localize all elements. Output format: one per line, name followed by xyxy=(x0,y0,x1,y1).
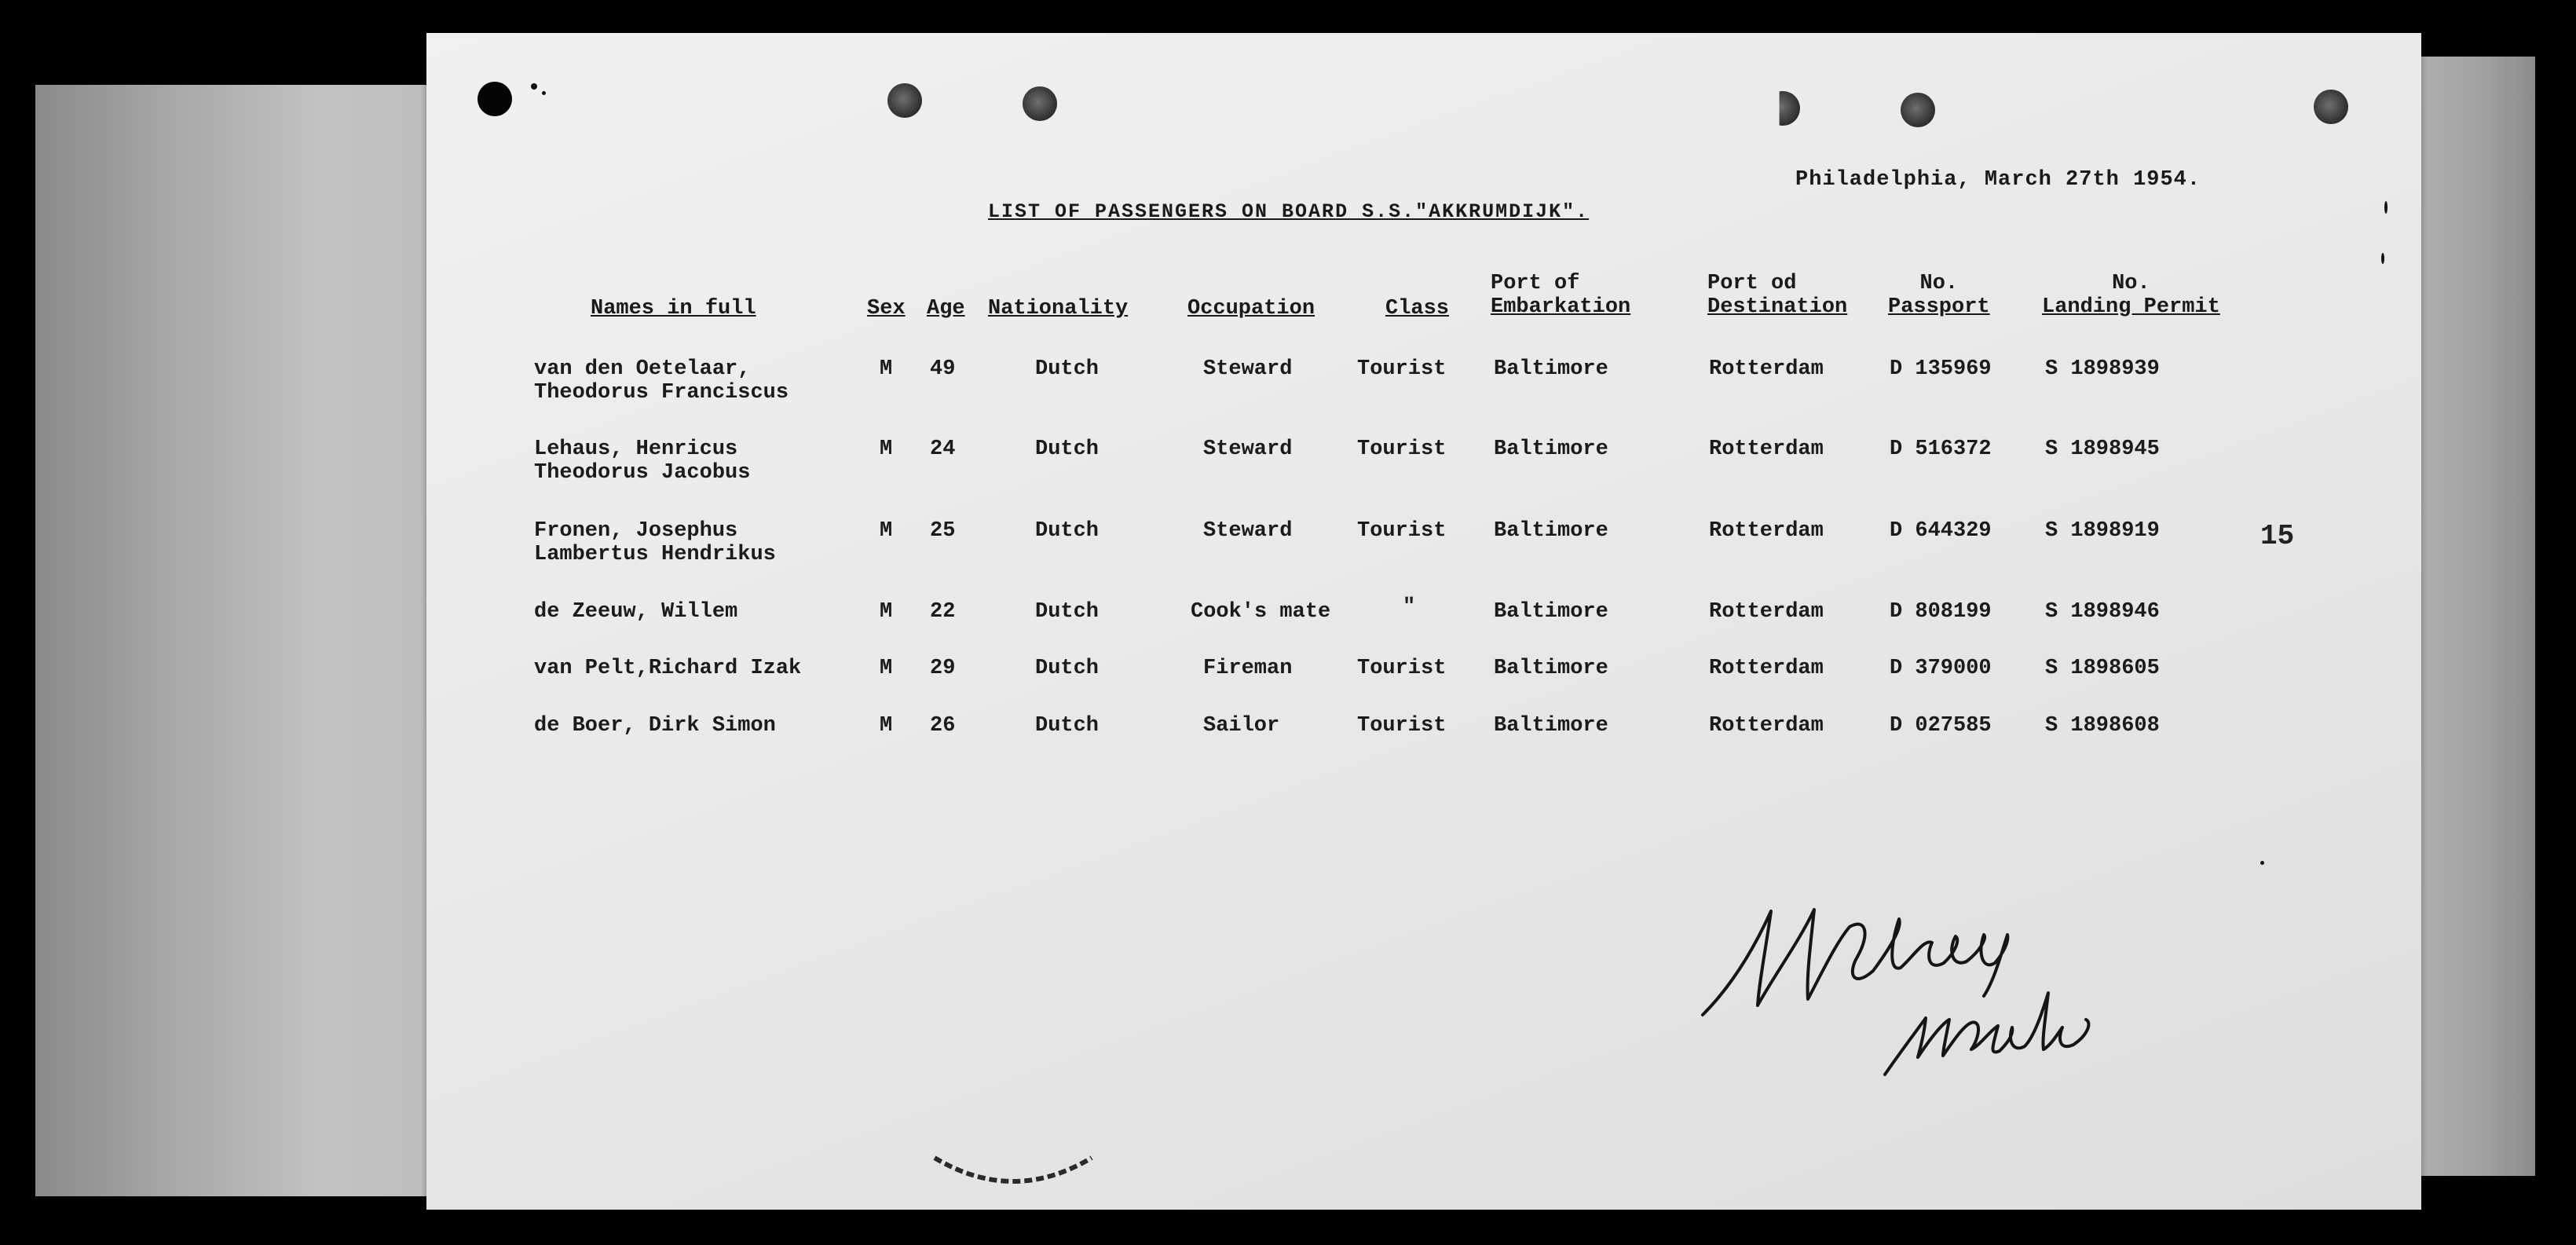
cell-nationality: Dutch xyxy=(1035,438,1100,461)
ink-speck xyxy=(2260,861,2264,865)
cell-sex: M xyxy=(880,519,893,543)
header-permit-bottom: Landing Permit xyxy=(2042,295,2220,319)
cell-sex: M xyxy=(880,714,893,738)
header-destination-top: Port od xyxy=(1707,272,1797,295)
backing-paper-left xyxy=(35,85,444,1196)
cell-permit: S 1898608 xyxy=(2045,714,2160,738)
cell-nationality: Dutch xyxy=(1035,357,1100,381)
cell-destination: Rotterdam xyxy=(1709,438,1824,461)
cell-permit: S 1898605 xyxy=(2045,657,2160,680)
cell-destination: Rotterdam xyxy=(1709,519,1824,543)
header-age-label: Age xyxy=(927,297,965,320)
cell-embarkation: Baltimore xyxy=(1494,600,1608,624)
cell-name: de Boer, Dirk Simon xyxy=(534,714,776,738)
cell-class: Tourist xyxy=(1357,357,1447,381)
cell-passport: D 135969 xyxy=(1890,357,1992,381)
ink-speck xyxy=(542,91,546,95)
cell-class: " xyxy=(1403,595,1416,619)
cell-name: Fronen, Josephus Lambertus Hendrikus xyxy=(534,519,776,566)
cell-class: Tourist xyxy=(1357,519,1447,543)
cell-passport: D 808199 xyxy=(1890,600,1992,624)
cell-age: 26 xyxy=(930,714,956,738)
cell-permit: S 1898939 xyxy=(2045,357,2160,381)
cell-occupation: Sailor xyxy=(1203,714,1280,738)
header-embarkation xyxy=(1491,272,1630,319)
cell-permit: S 1898945 xyxy=(2045,438,2160,461)
cell-age: 25 xyxy=(930,519,956,543)
header-passport xyxy=(1888,272,1990,319)
punch-hole xyxy=(2314,90,2348,124)
header-nationality xyxy=(988,297,1128,320)
header-passport-bottom: Passport xyxy=(1888,295,1990,319)
header-class xyxy=(1385,297,1449,320)
cell-sex: M xyxy=(880,657,893,680)
cell-age: 22 xyxy=(930,600,956,624)
header-class-label: Class xyxy=(1385,297,1450,320)
cell-nationality: Dutch xyxy=(1035,519,1100,543)
header-permit-top: No. xyxy=(2112,272,2150,295)
cell-embarkation: Baltimore xyxy=(1494,357,1608,381)
punch-hole xyxy=(1901,93,1935,127)
header-age xyxy=(927,297,965,320)
cell-destination: Rotterdam xyxy=(1709,357,1824,381)
document-title: LIST OF PASSENGERS ON BOARD S.S."AKKRUMDIJK". xyxy=(988,200,1590,223)
cell-occupation: Steward xyxy=(1203,438,1293,461)
header-embarkation-bottom: Embarkation xyxy=(1491,295,1631,319)
cell-destination: Rotterdam xyxy=(1709,657,1824,680)
cell-class: Tourist xyxy=(1357,657,1447,680)
cell-embarkation: Baltimore xyxy=(1494,519,1608,543)
place-and-date: Philadelphia, March 27th 1954. xyxy=(1795,168,2201,192)
cell-passport: D 027585 xyxy=(1890,714,1992,738)
cell-name: Lehaus, Henricus Theodorus Jacobus xyxy=(534,438,751,485)
ink-speck xyxy=(2381,253,2384,264)
header-passport-top: No. xyxy=(1919,272,1959,295)
cell-age: 49 xyxy=(930,357,956,381)
stamp-mark xyxy=(927,1147,1100,1194)
cell-embarkation: Baltimore xyxy=(1494,657,1608,680)
header-embarkation-top: Port of xyxy=(1491,272,1580,295)
cell-name: van den Oetelaar, Theodorus Franciscus xyxy=(534,357,789,405)
signature xyxy=(1696,895,2120,1100)
cell-nationality: Dutch xyxy=(1035,714,1100,738)
cell-occupation: Fireman xyxy=(1203,657,1293,680)
header-name-label: Names in full xyxy=(591,297,756,320)
cell-destination: Rotterdam xyxy=(1709,600,1824,624)
cell-sex: M xyxy=(880,357,893,381)
cell-sex: M xyxy=(880,600,893,624)
cell-permit: S 1898919 xyxy=(2045,519,2160,543)
header-destination-bottom: Destination xyxy=(1707,295,1848,319)
cell-name: de Zeeuw, Willem xyxy=(534,600,738,624)
punch-hole xyxy=(1023,86,1057,121)
header-sex-label: Sex xyxy=(867,297,906,320)
header-sex xyxy=(867,297,906,320)
cell-name: van Pelt,Richard Izak xyxy=(534,657,802,680)
cell-embarkation: Baltimore xyxy=(1494,438,1608,461)
cell-destination: Rotterdam xyxy=(1709,714,1824,738)
punch-hole xyxy=(887,83,922,118)
header-occupation-label: Occupation xyxy=(1187,297,1315,320)
header-nationality-label: Nationality xyxy=(988,297,1129,320)
cell-sex: M xyxy=(880,438,893,461)
header-occupation xyxy=(1187,297,1315,320)
cell-nationality: Dutch xyxy=(1035,600,1100,624)
cell-occupation: Steward xyxy=(1203,519,1293,543)
cell-occupation: Steward xyxy=(1203,357,1293,381)
cell-passport: D 644329 xyxy=(1890,519,1992,543)
header-name xyxy=(591,297,756,320)
cell-age: 29 xyxy=(930,657,956,680)
punch-hole xyxy=(478,82,512,116)
cell-nationality: Dutch xyxy=(1035,657,1100,680)
cell-class: Tourist xyxy=(1357,438,1447,461)
ink-speck xyxy=(2384,201,2388,214)
cell-passport: D 516372 xyxy=(1890,438,1992,461)
header-destination xyxy=(1707,272,1847,319)
cell-age: 24 xyxy=(930,438,956,461)
margin-page-number: 15 xyxy=(2260,520,2295,552)
cell-class: Tourist xyxy=(1357,714,1447,738)
header-permit xyxy=(2042,272,2220,319)
cell-permit: S 1898946 xyxy=(2045,600,2160,624)
cell-occupation: Cook's mate xyxy=(1191,600,1331,624)
ink-speck xyxy=(531,83,537,90)
cell-embarkation: Baltimore xyxy=(1494,714,1608,738)
cell-passport: D 379000 xyxy=(1890,657,1992,680)
